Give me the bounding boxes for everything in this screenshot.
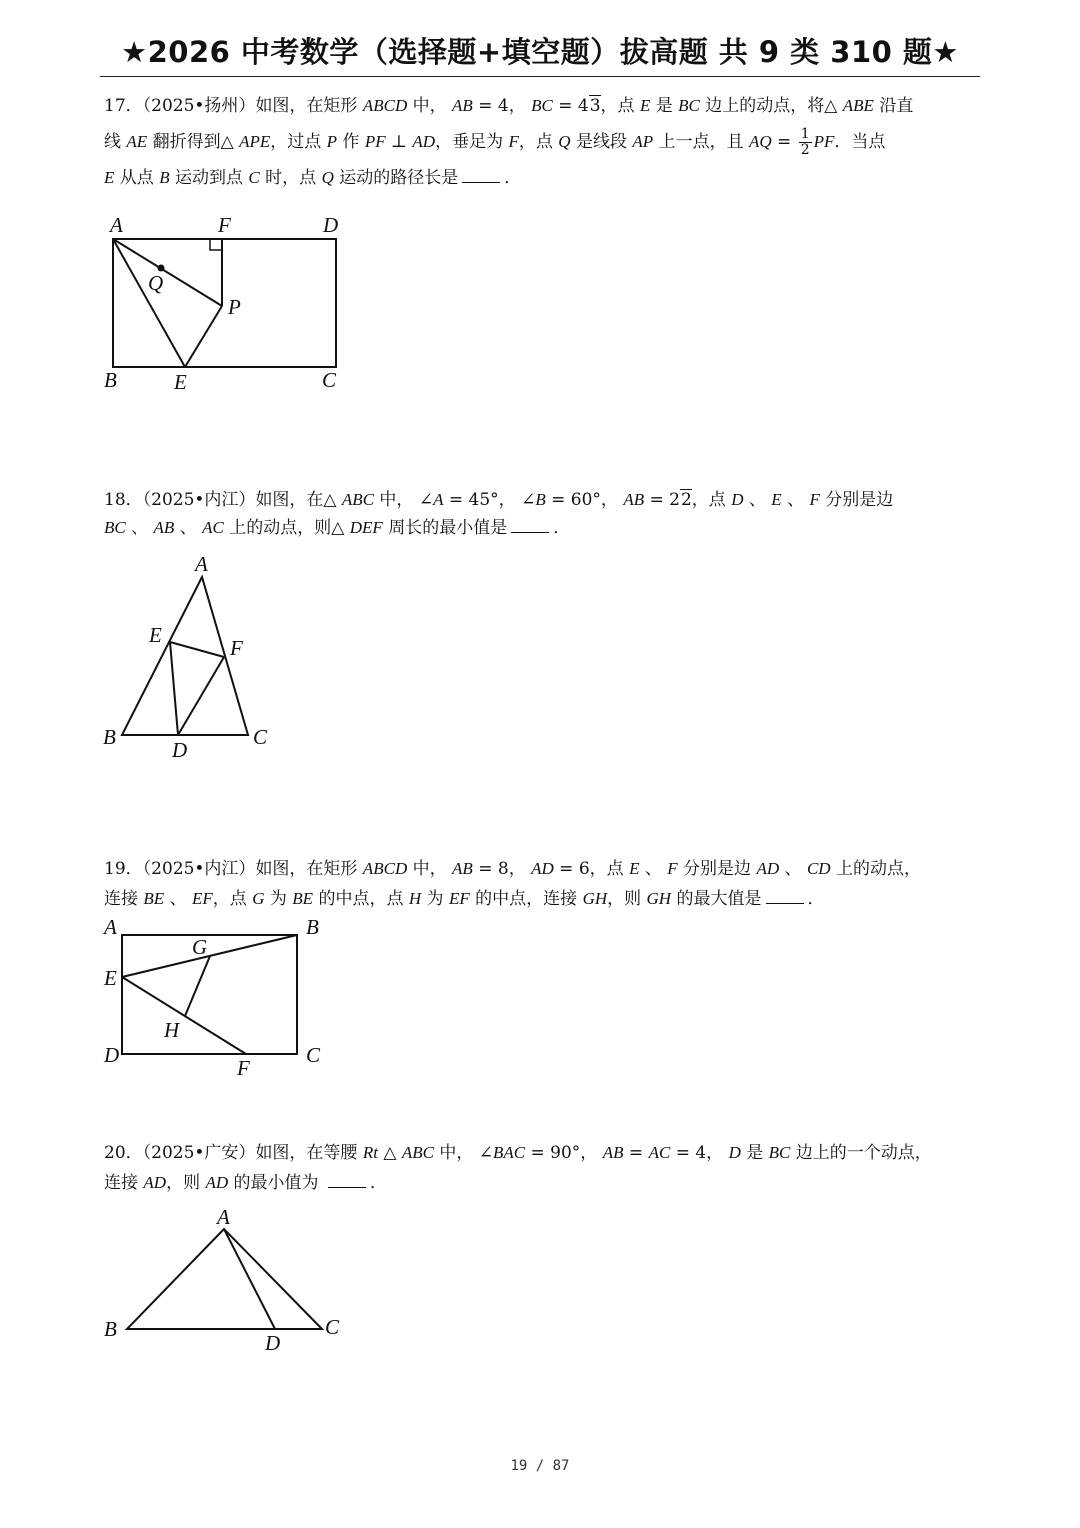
problem-number: 18．: [104, 490, 143, 510]
point-label: D: [323, 213, 339, 237]
answer-blank: [462, 168, 500, 183]
point-label: Q: [148, 271, 164, 295]
point-label: E: [174, 370, 187, 394]
point-label: F: [218, 213, 231, 237]
point-label: C: [253, 725, 268, 749]
problem-source: （2025•扬州）: [142, 96, 256, 116]
figure-19: [100, 912, 340, 1082]
problem-18: 18．（2025•内江）如图，在△ ABC 中， ∠A = 45°， ∠B = 60°， AB = 22，点 D 、 E 、 F 分别是边 BC 、 AB 、 AC 上的动点，则△ DEF 周长的最小值是 ．: [104, 490, 894, 538]
point-label: D: [265, 1331, 281, 1355]
figure-18: [100, 550, 280, 765]
point-label: B: [103, 725, 116, 749]
point-label: C: [306, 1043, 321, 1067]
problem-17: 17．（2025•扬州）如图，在矩形 ABCD 中， AB = 4， BC = 43，点 E 是 BC 边上的动点，将△ ABE 沿直 线 AE 翻折得到△ APE，过点 P 作 PF ⊥ AD，垂足为 F，点 Q 是线段 AP 上一点，且 AQ = $\frac{1}{2}$ PF．当点 E 从点 B 运动到点 C 时，点 Q 运动的路径长是 ．: [104, 96, 914, 188]
point-label: C: [325, 1315, 340, 1339]
problem-source: （2025•内江）: [142, 859, 256, 879]
page-number: 19 / 87: [510, 1458, 570, 1474]
point-label: F: [230, 636, 243, 660]
problem-number: 17．: [104, 96, 143, 116]
point-label: A: [217, 1205, 230, 1229]
answer-blank: [328, 1173, 366, 1188]
point-label: F: [237, 1056, 250, 1080]
point-label: A: [195, 552, 208, 576]
point-label: D: [172, 738, 188, 762]
point-label: H: [164, 1018, 180, 1042]
point-label: B: [306, 915, 319, 939]
point-label: B: [104, 368, 117, 392]
document-header-title: ★2026 中考数学（选择题+填空题）拔高题 共 9 类 310 题★: [100, 30, 980, 77]
answer-blank: [766, 889, 804, 904]
figure-17: [100, 210, 360, 400]
problem-number: 19．: [104, 859, 143, 879]
point-label: D: [104, 1043, 120, 1067]
point-label: E: [104, 966, 117, 990]
problem-number: 20．: [104, 1143, 143, 1163]
point-label: E: [149, 623, 162, 647]
point-label: P: [228, 295, 241, 319]
problem-19: 19．（2025•内江）如图，在矩形 ABCD 中， AB = 8， AD = 6，点 E 、 F 分别是边 AD 、 CD 上的动点， 连接 BE 、 EF，点 G 为 BE 的中点，点 H 为 EF 的中点，连接 GH，则 GH 的最大值是 ．: [104, 859, 921, 909]
point-label: G: [192, 935, 208, 959]
point-label: C: [322, 368, 337, 392]
point-label: A: [104, 915, 117, 939]
problem-source: （2025•内江）: [142, 490, 256, 510]
point-label: A: [110, 213, 123, 237]
problem-20: 20．（2025•广安）如图，在等腰 Rt △ ABC 中， ∠BAC = 90°， AB = AC = 4， D 是 BC 边上的一个动点， 连接 AD，则 AD 的最小值为 ．: [104, 1143, 932, 1193]
point-label: B: [104, 1317, 117, 1341]
figure-20: [100, 1204, 360, 1354]
answer-blank: [511, 518, 549, 533]
problem-source: （2025•广安）: [142, 1143, 256, 1163]
